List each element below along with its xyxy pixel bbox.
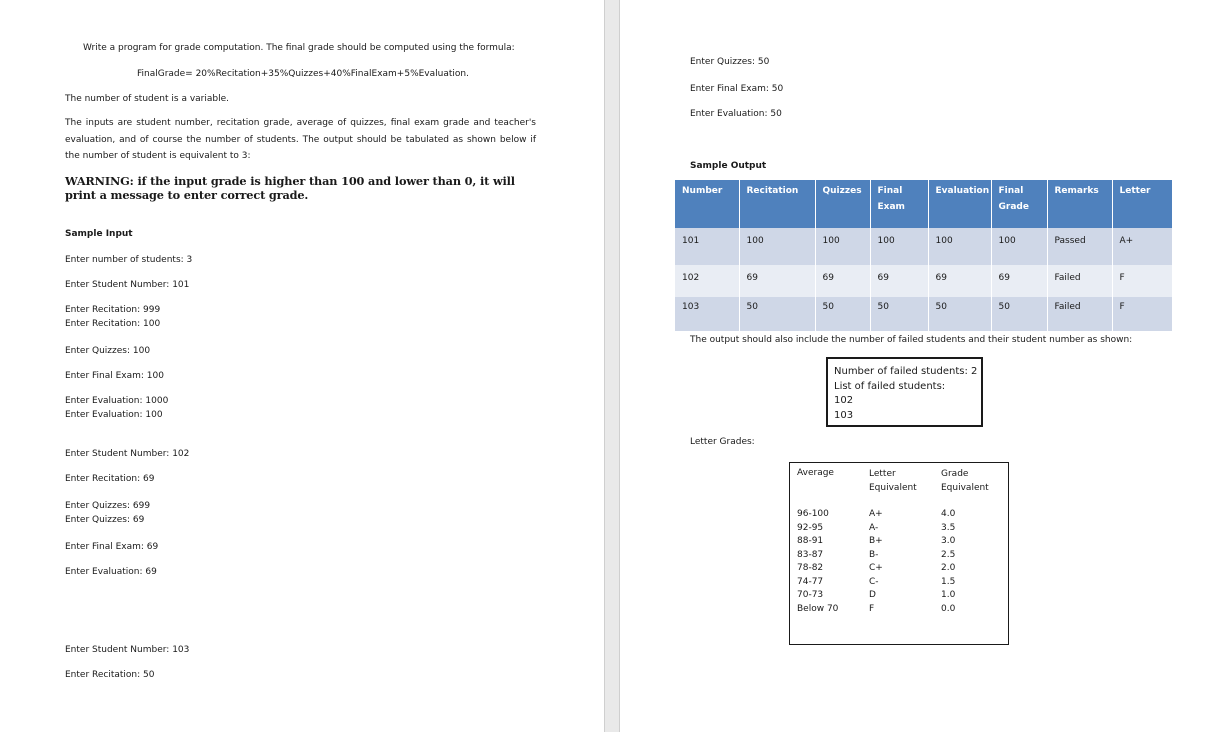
intro-text: Write a program for grade computation. The final grade should be computed using the formula: <box>83 43 515 53</box>
letter-grades-label: Letter Grades: <box>690 437 755 447</box>
table-cell: 50 <box>815 297 870 331</box>
column-header: Letter <box>1112 180 1172 228</box>
grade-header: Grade Equivalent <box>941 469 989 493</box>
grade-row-average <box>797 508 838 616</box>
table-cell: 69 <box>739 265 815 297</box>
grade-cell: 78-82 <box>797 563 824 573</box>
input-line: Enter Evaluation: 50 <box>690 109 782 119</box>
grade-row-equivalent <box>941 508 955 616</box>
grade-cell: Below 70 <box>797 603 839 614</box>
warning-text: WARNING: if the input grade is higher than 100 and lower than 0, it will print a message to enter correct grade. <box>65 174 515 202</box>
grade-cell: 92-95 <box>797 522 824 533</box>
input-line: Enter Final Exam: 50 <box>690 84 784 94</box>
grade-cell: B- <box>869 549 879 560</box>
column-header: Evaluation <box>928 180 991 228</box>
grade-cell: 1.5 <box>941 576 956 587</box>
input-line: Enter Recitation: 69 <box>65 474 155 484</box>
grade-cell: 1.0 <box>941 590 956 600</box>
formula-text: FinalGrade= 20%Recitation+35%Quizzes+40%FinalExam+5%Evaluation. <box>137 69 469 79</box>
input-line: Enter Student Number: 101 <box>65 280 190 290</box>
table-cell: Failed <box>1047 297 1112 331</box>
grade-cell: 83-87 <box>797 549 824 560</box>
grade-cell: A- <box>869 522 879 533</box>
table-cell: 69 <box>928 265 991 297</box>
table-cell: Passed <box>1047 228 1112 265</box>
column-header: Final Exam <box>870 180 928 228</box>
grade-cell: 3.0 <box>941 536 956 546</box>
grade-cell: F <box>869 603 875 614</box>
table-cell: F <box>1112 265 1172 297</box>
sample-input-heading: Sample Input <box>65 229 133 239</box>
input-line: Enter Final Exam: 69 <box>65 542 159 552</box>
column-header: Remarks <box>1047 180 1112 228</box>
inputs-paragraph: The inputs are student number, recitation grade, average of quizzes, final exam grade and teacher's evaluation, and of course the number of students. The output should be tabulated as shown below if the number of student is equivalent to 3: <box>65 118 536 161</box>
column-header: Number <box>675 180 739 228</box>
table-cell: 102 <box>675 265 739 297</box>
grade-row-letter <box>869 508 883 616</box>
column-header: Recitation <box>739 180 815 228</box>
grade-cell: 4.0 <box>941 509 956 519</box>
output-note: The output should also include the number of failed students and their student number as shown: <box>690 335 1133 345</box>
table-cell: 100 <box>870 228 928 265</box>
table-cell: 100 <box>739 228 815 265</box>
table-cell: 101 <box>675 228 739 265</box>
input-line: Enter Quizzes: 69 <box>65 515 145 525</box>
failed-count: Number of failed students: 2 <box>834 366 978 377</box>
input-line: Enter Recitation: 50 <box>65 670 155 680</box>
table-cell: 50 <box>739 297 815 331</box>
table-row <box>675 297 1172 331</box>
document-page-right <box>620 0 1216 732</box>
table-cell: F <box>1112 297 1172 331</box>
failed-list-label: List of failed students: <box>834 380 946 392</box>
input-line: Enter Evaluation: 1000 <box>65 396 169 406</box>
grade-cell: 74-77 <box>797 576 824 587</box>
grade-cell: 0.0 <box>941 603 956 614</box>
grade-cell: 88-91 <box>797 536 824 546</box>
grade-cell: C- <box>869 576 879 587</box>
output-table <box>675 180 1173 331</box>
table-cell: 69 <box>991 265 1047 297</box>
table-row <box>675 228 1172 265</box>
grade-header: Letter Equivalent <box>869 469 917 493</box>
input-line: Enter Quizzes: 100 <box>65 346 151 356</box>
failed-students-box <box>826 357 983 427</box>
input-line: Enter Recitation: 100 <box>65 319 161 329</box>
grade-cell: 2.0 <box>941 563 956 573</box>
input-line: Enter number of students: 3 <box>65 255 193 265</box>
table-cell: 50 <box>991 297 1047 331</box>
grade-header: Average <box>797 468 834 478</box>
failed-student: 102 <box>834 395 854 406</box>
table-cell: Failed <box>1047 265 1112 297</box>
table-cell: 103 <box>675 297 739 331</box>
document-page-left <box>0 0 604 732</box>
table-cell: 69 <box>815 265 870 297</box>
table-cell: 100 <box>928 228 991 265</box>
input-line: Enter Evaluation: 100 <box>65 410 163 420</box>
table-cell: 50 <box>928 297 991 331</box>
grade-cell: A+ <box>869 509 883 519</box>
grade-cell: 3.5 <box>941 522 956 533</box>
table-header-row <box>675 180 1172 228</box>
grade-cell: C+ <box>869 563 883 573</box>
grade-cell: 2.5 <box>941 549 956 560</box>
table-cell: 100 <box>991 228 1047 265</box>
table-row <box>675 265 1172 297</box>
variable-note: The number of student is a variable. <box>65 94 229 104</box>
column-header: Quizzes <box>815 180 870 228</box>
input-line: Enter Student Number: 102 <box>65 449 190 459</box>
table-cell: A+ <box>1112 228 1172 265</box>
failed-student: 103 <box>834 409 854 421</box>
table-cell: 50 <box>870 297 928 331</box>
grade-cell: 96-100 <box>797 509 829 519</box>
column-header: Final Grade <box>991 180 1047 228</box>
input-line: Enter Evaluation: 69 <box>65 567 157 577</box>
input-line: Enter Quizzes: 50 <box>690 57 770 67</box>
grade-cell: 70-73 <box>797 590 824 600</box>
input-line: Enter Quizzes: 699 <box>65 501 151 511</box>
grade-cell: B+ <box>869 536 883 546</box>
page-gutter <box>604 0 620 732</box>
input-line: Enter Student Number: 103 <box>65 645 190 655</box>
table-cell: 69 <box>870 265 928 297</box>
letter-grades-table <box>789 462 1009 645</box>
input-line: Enter Final Exam: 100 <box>65 371 164 381</box>
table-cell: 100 <box>815 228 870 265</box>
input-line: Enter Recitation: 999 <box>65 305 161 315</box>
sample-output-heading: Sample Output <box>690 161 767 171</box>
grade-cell: D <box>869 590 876 600</box>
